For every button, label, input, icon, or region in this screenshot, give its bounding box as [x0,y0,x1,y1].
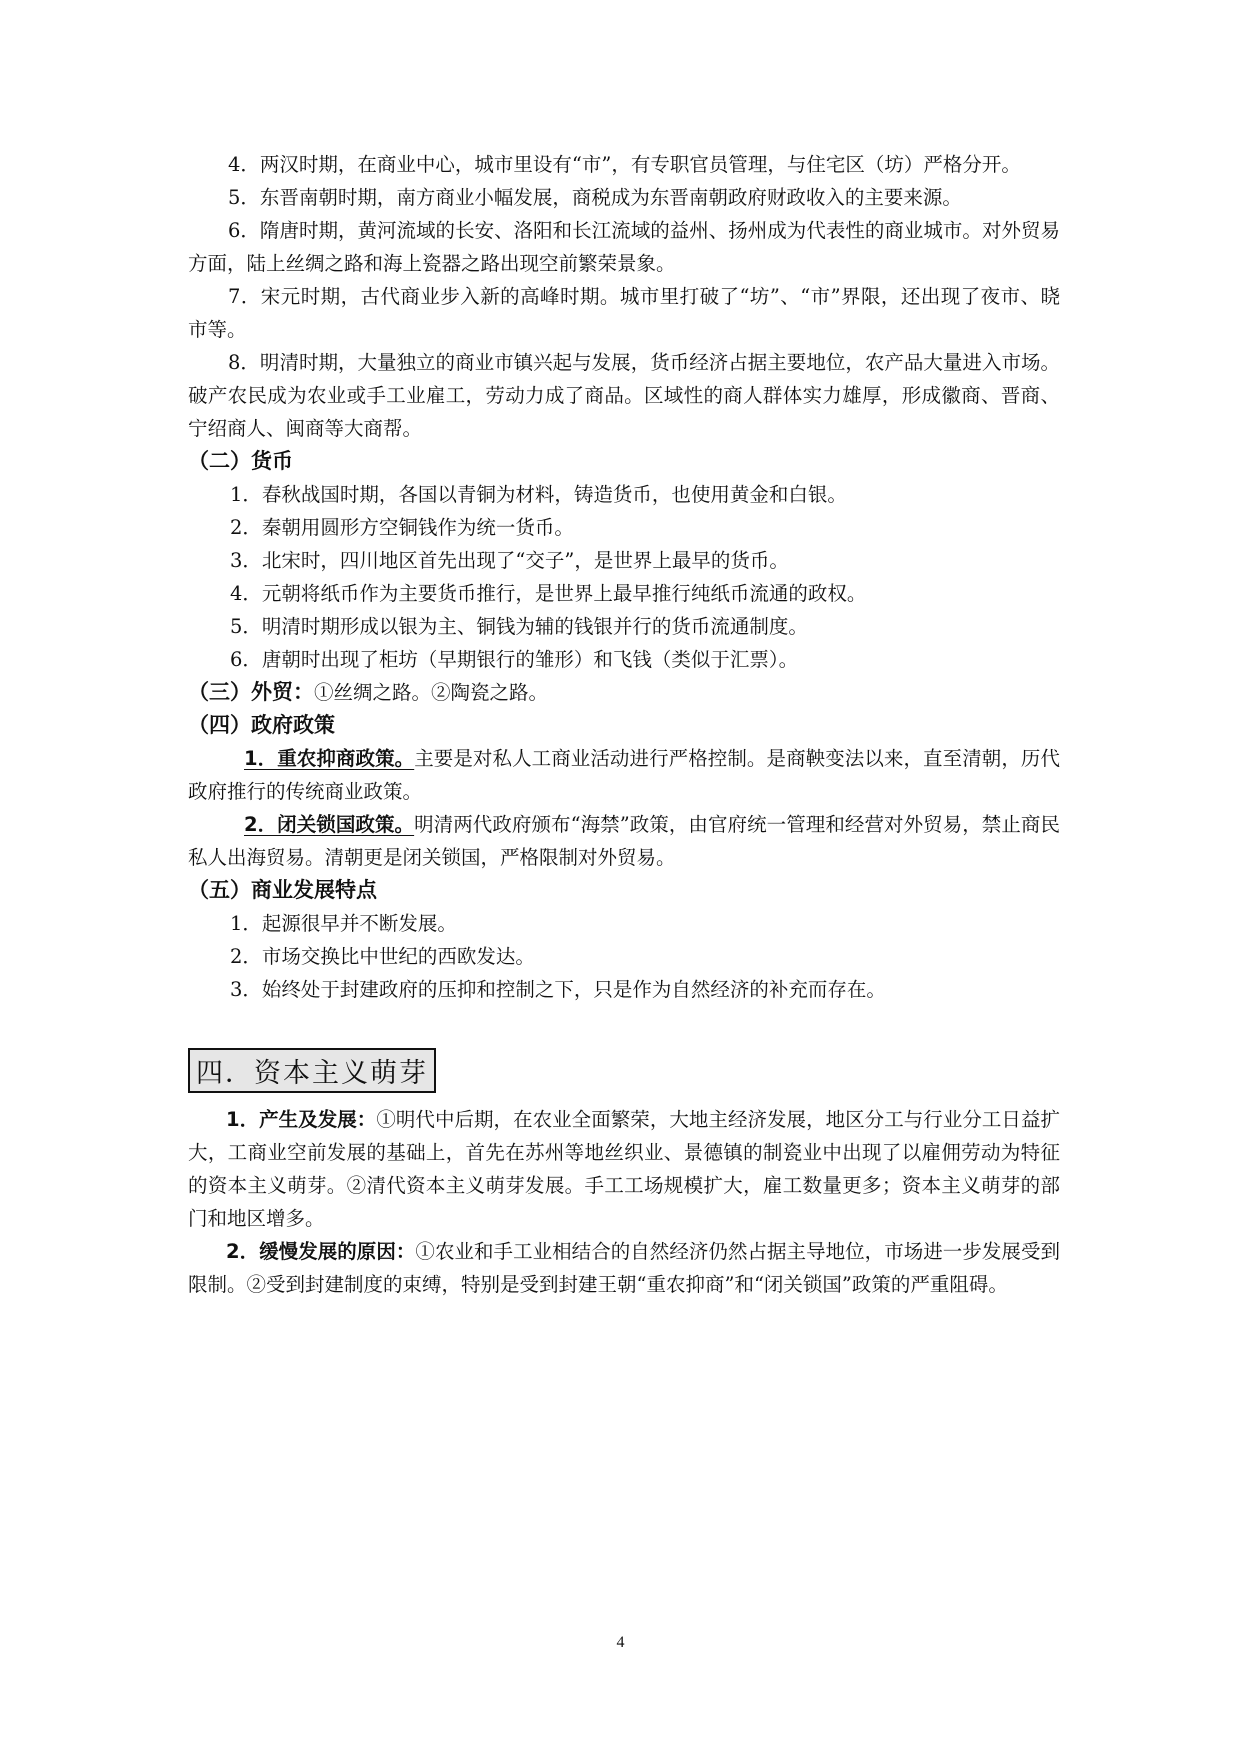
currency-item: 2．秦朝用圆形方空铜钱作为统一货币。 [230,516,574,539]
foreign-trade-heading: （三）外贸： [188,680,314,704]
feature-item: 1．起源很早并不断发展。 [230,912,457,935]
capitalism-point-label: 1．产生及发展： [226,1108,377,1131]
capitalism-point-label: 2．缓慢发展的原因： [226,1240,416,1263]
commerce-item: 7．宋元时期，古代商业步入新的高峰时期。城市里打破了“坊”、“市”界限，还出现了夜市、晓市等。 [188,285,1060,341]
policy-heading: （四）政府政策 [188,713,335,737]
capitalism-point [188,1235,1060,1301]
feature-item: 3．始终处于封建政府的压抑和控制之下，只是作为自然经济的补充而存在。 [230,978,886,1001]
document-body [188,148,1060,1301]
capitalism-point-text: ①农业和手工业相结合的自然经济仍然占据主导地位，市场进一步发展受到限制。②受到封建制度的束缚，特别是受到封建王朝“重农抑商”和“闭关锁国”政策的严重阻碍。 [188,1240,1060,1296]
currency-item: 5．明清时期形成以银为主、铜钱为辅的钱银并行的货币流通制度。 [230,615,808,638]
commerce-item: 8．明清时期，大量独立的商业市镇兴起与发展，货币经济占据主要地位，农产品大量进入市场。破产农民成为农业或手工业雇工，劳动力成了商品。区域性的商人群体实力雄厚，形成徽商、晋商、宁绍商人、闽商等大商帮。 [188,351,1060,440]
capitalism-point [188,1103,1060,1235]
policy-item [188,808,1060,874]
currency-item: 3．北宋时，四川地区首先出现了“交子”，是世界上最早的货币。 [230,549,789,572]
currency-item: 4．元朝将纸币作为主要货币推行，是世界上最早推行纯纸币流通的政权。 [230,582,867,605]
features-heading: （五）商业发展特点 [188,878,377,902]
currency-item: 6．唐朝时出现了柜坊（早期银行的雏形）和飞钱（类似于汇票）。 [230,648,799,671]
page-number: 4 [616,1634,625,1651]
policy-title: 2．闭关锁国政策。 [244,813,415,836]
policy-item [188,742,1060,808]
section-title: 四．资本主义萌芽 [188,1048,436,1093]
commerce-item: 6．隋唐时期，黄河流域的长安、洛阳和长江流域的益州、扬州成为代表性的商业城市。对外贸易方面，陆上丝绸之路和海上瓷器之路出现空前繁荣景象。 [188,219,1060,275]
capitalism-point-text: ①明代中后期，在农业全面繁荣，大地主经济发展，地区分工与行业分工日益扩大，工商业空前发展的基础上，首先在苏州等地丝织业、景德镇的制瓷业中出现了以雇佣劳动为特征的资本主义萌芽。②清代资本主义萌芽发展。手工工场规模扩大，雇工数量更多；资本主义萌芽的部门和地区增多。 [188,1108,1060,1230]
feature-item: 2．市场交换比中世纪的西欧发达。 [230,945,535,968]
commerce-item: 5．东晋南朝时期，南方商业小幅发展，商税成为东晋南朝政府财政收入的主要来源。 [228,186,962,209]
foreign-trade-text: ①丝绸之路。②陶瓷之路。 [314,681,549,704]
commerce-item: 4．两汉时期，在商业中心，城市里设有“市”，有专职官员管理，与住宅区（坊）严格分开。 [228,153,1021,176]
policy-text: 主要是对私人工商业活动进行严格控制。是商鞅变法以来，直至清朝，历代政府推行的传统商业政策。 [188,747,1060,803]
policy-text: 明清两代政府颁布“海禁”政策，由官府统一管理和经营对外贸易，禁止商民私人出海贸易。清朝更是闭关锁国，严格限制对外贸易。 [188,813,1060,869]
foreign-trade-line [188,676,1060,709]
policy-title: 1．重农抑商政策。 [244,747,415,770]
currency-heading: （二）货币 [188,449,293,473]
currency-item: 1．春秋战国时期，各国以青铜为材料，铸造货币，也使用黄金和白银。 [230,483,847,506]
